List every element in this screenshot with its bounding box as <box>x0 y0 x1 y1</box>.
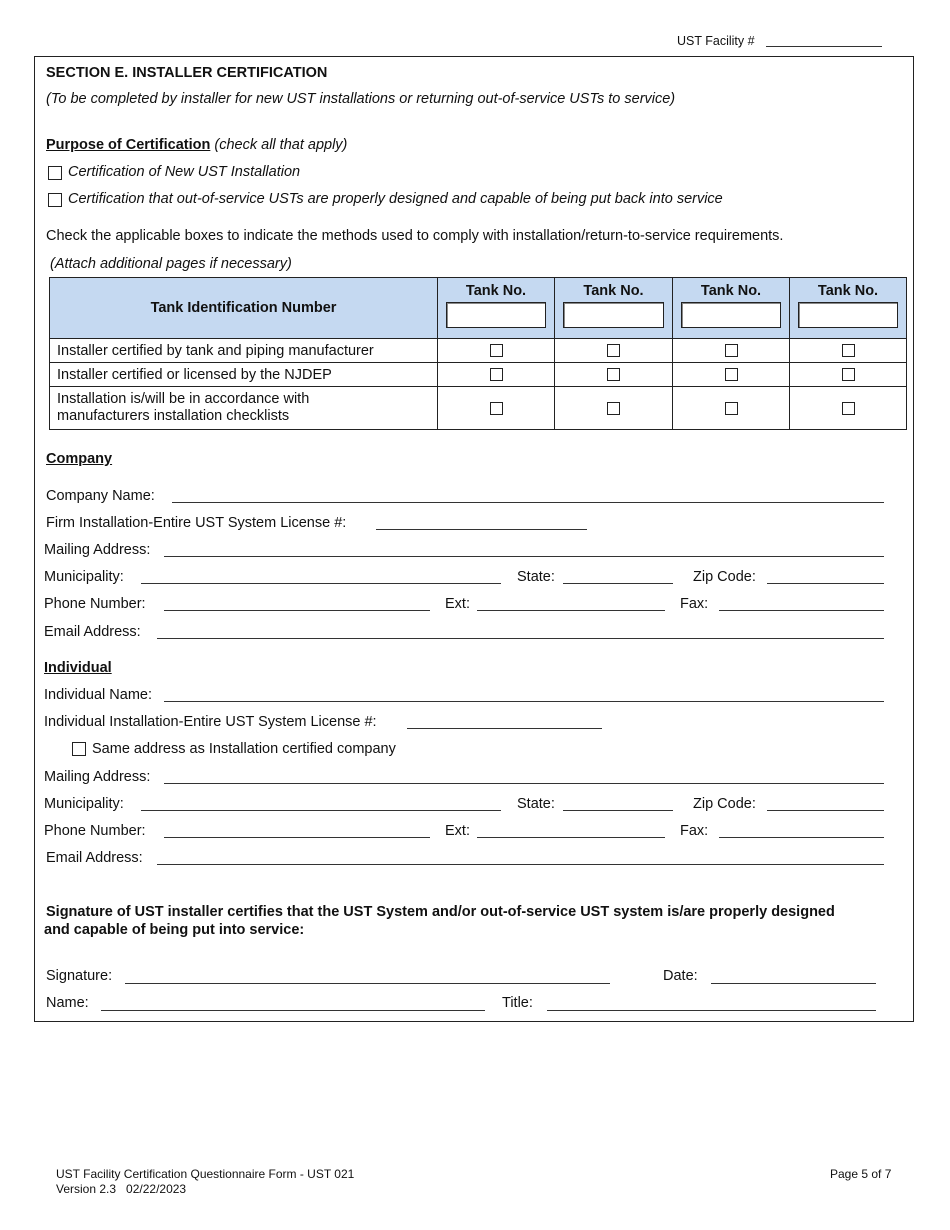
tank-table-header-row <box>50 278 907 339</box>
individual-municipality-field[interactable] <box>141 810 501 811</box>
checkbox[interactable] <box>842 344 855 357</box>
individual-state-label: State: <box>517 796 555 812</box>
checkbox[interactable] <box>490 344 503 357</box>
checkbox[interactable] <box>725 402 738 415</box>
company-state-field[interactable] <box>563 583 673 584</box>
tank-number-input-3[interactable] <box>681 302 781 328</box>
signature-field[interactable] <box>125 983 610 984</box>
tank-header-label: Tank No. <box>465 283 527 299</box>
name-label: Name: <box>46 995 89 1011</box>
signature-statement-line-2: and capable of being put into service: <box>44 922 305 938</box>
individual-name-label: Individual Name: <box>44 687 152 703</box>
company-ext-label: Ext: <box>445 596 470 612</box>
tank-table <box>49 277 907 430</box>
individual-fax-label: Fax: <box>680 823 709 839</box>
company-fax-field[interactable] <box>719 610 884 611</box>
title-label: Title: <box>502 995 533 1011</box>
individual-phone-field[interactable] <box>164 837 430 838</box>
tank-id-header: Tank Identification Number <box>50 278 438 339</box>
section-title: SECTION E. INSTALLER CERTIFICATION <box>46 65 328 81</box>
signature-statement-line-1: Signature of UST installer certifies that the UST System and/or out-of-service UST system is/are properly designed <box>46 904 835 920</box>
title-field[interactable] <box>547 1010 876 1011</box>
footer-page-number: Page 5 of 7 <box>830 1167 892 1181</box>
company-license-label: Firm Installation-Entire UST System License #: <box>46 515 347 531</box>
company-ext-field[interactable] <box>477 610 665 611</box>
table-row <box>50 339 907 363</box>
checkbox[interactable] <box>490 402 503 415</box>
individual-license-field[interactable] <box>407 728 602 729</box>
tank-header-label: Tank No. <box>700 283 762 299</box>
footer-form-name: UST Facility Certification Questionnaire Form - UST 021 <box>56 1167 355 1181</box>
checkbox[interactable] <box>842 402 855 415</box>
individual-municipality-label: Municipality: <box>44 796 124 812</box>
individual-email-field[interactable] <box>157 864 884 865</box>
same-address-label: Same address as Installation certified company <box>92 741 396 757</box>
row-label-line: Installation is/will be in accordance with <box>57 391 310 407</box>
company-mailing-field[interactable] <box>164 556 884 557</box>
individual-license-label: Individual Installation-Entire UST System License #: <box>44 714 377 730</box>
individual-state-field[interactable] <box>563 810 673 811</box>
individual-phone-label: Phone Number: <box>44 823 146 839</box>
cell <box>555 387 673 430</box>
cell <box>673 387 790 430</box>
individual-name-field[interactable] <box>164 701 884 702</box>
tank-header-3 <box>673 278 790 339</box>
instructions-text: Check the applicable boxes to indicate the methods used to comply with installation/return-to-service requirements. <box>46 228 784 244</box>
same-address-checkbox[interactable] <box>72 742 86 756</box>
checkbox[interactable] <box>607 368 620 381</box>
signature-label: Signature: <box>46 968 113 984</box>
individual-ext-label: Ext: <box>445 823 470 839</box>
tank-header-label: Tank No. <box>583 283 644 299</box>
individual-mailing-label: Mailing Address: <box>44 769 151 785</box>
checkbox[interactable] <box>490 368 503 381</box>
company-email-field[interactable] <box>157 638 884 639</box>
table-row <box>50 387 907 430</box>
purpose-note: (check all that apply) <box>210 137 348 153</box>
purpose-heading: Purpose of Certification <box>46 137 211 153</box>
individual-ext-field[interactable] <box>477 837 665 838</box>
company-license-field[interactable] <box>376 529 587 530</box>
company-zip-field[interactable] <box>767 583 884 584</box>
checkbox[interactable] <box>607 402 620 415</box>
company-phone-field[interactable] <box>164 610 430 611</box>
row-label-njdep: Installer certified or licensed by the NJDEP <box>50 363 438 387</box>
cell <box>555 363 673 387</box>
date-label: Date: <box>663 968 698 984</box>
cell <box>790 387 907 430</box>
company-mailing-label: Mailing Address: <box>44 542 151 558</box>
purpose-heading-row <box>46 137 347 154</box>
footer-version: Version 2.3 02/22/2023 <box>56 1182 187 1196</box>
tank-header-label: Tank No. <box>817 283 879 299</box>
tank-number-input-4[interactable] <box>798 302 898 328</box>
row-label-checklists <box>50 387 438 430</box>
return-to-service-checkbox[interactable] <box>48 193 62 207</box>
cell <box>438 387 555 430</box>
cell <box>438 363 555 387</box>
tank-header-4 <box>790 278 907 339</box>
company-zip-label: Zip Code: <box>693 569 756 585</box>
tank-number-input-2[interactable] <box>563 302 664 328</box>
cell <box>555 339 673 363</box>
individual-email-label: Email Address: <box>46 850 143 866</box>
cell <box>673 363 790 387</box>
checkbox[interactable] <box>842 368 855 381</box>
company-heading: Company <box>46 451 113 467</box>
individual-zip-label: Zip Code: <box>693 796 756 812</box>
name-field[interactable] <box>101 1010 485 1011</box>
checkbox[interactable] <box>725 368 738 381</box>
company-email-label: Email Address: <box>44 624 141 640</box>
section-subtitle: (To be completed by installer for new UST installations or returning out-of-service USTs to service) <box>46 91 676 107</box>
company-municipality-field[interactable] <box>141 583 501 584</box>
company-phone-label: Phone Number: <box>44 596 146 612</box>
tank-header-1 <box>438 278 555 339</box>
company-name-field[interactable] <box>172 502 884 503</box>
row-label-line: manufacturers installation checklists <box>57 408 290 424</box>
new-installation-label: Certification of New UST Installation <box>68 164 301 180</box>
tank-number-input-1[interactable] <box>446 302 546 328</box>
attach-note: (Attach additional pages if necessary) <box>50 256 292 272</box>
individual-zip-field[interactable] <box>767 810 884 811</box>
company-municipality-label: Municipality: <box>44 569 124 585</box>
cell <box>790 339 907 363</box>
return-to-service-label: Certification that out-of-service USTs are properly designed and capable of being put back into service <box>68 191 723 207</box>
row-label-manufacturer: Installer certified by tank and piping manufacturer <box>50 339 438 363</box>
individual-mailing-field[interactable] <box>164 783 884 784</box>
company-fax-label: Fax: <box>680 596 709 612</box>
company-state-label: State: <box>517 569 555 585</box>
checkbox[interactable] <box>725 344 738 357</box>
date-field[interactable] <box>711 983 876 984</box>
new-installation-checkbox[interactable] <box>48 166 62 180</box>
table-row <box>50 363 907 387</box>
facility-number-field[interactable] <box>766 46 882 47</box>
individual-fax-field[interactable] <box>719 837 884 838</box>
individual-heading: Individual <box>44 660 112 676</box>
cell <box>790 363 907 387</box>
cell <box>438 339 555 363</box>
tank-header-2 <box>555 278 673 339</box>
company-name-label: Company Name: <box>46 488 155 504</box>
facility-number-label: UST Facility # <box>677 34 755 48</box>
cell <box>673 339 790 363</box>
checkbox[interactable] <box>607 344 620 357</box>
